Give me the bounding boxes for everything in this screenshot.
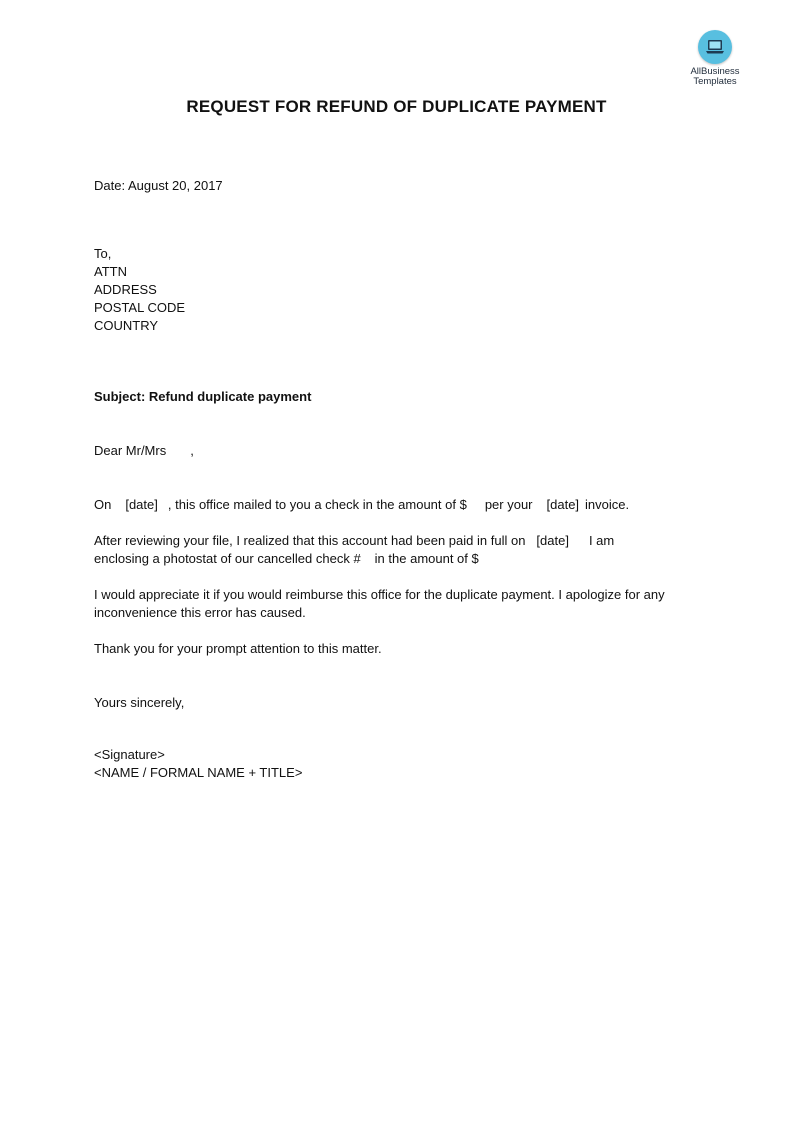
recipient-to: To,	[94, 246, 112, 261]
recipient-country: COUNTRY	[94, 318, 159, 333]
letter-subject: Subject: Refund duplicate payment	[94, 389, 312, 404]
logo	[680, 30, 750, 87]
p2-line1-start: After reviewing your file, I realized that this account had been paid in full on	[94, 533, 526, 548]
paragraph-1	[94, 496, 629, 514]
p1-per-your: per your	[484, 497, 533, 512]
p1-invoice-date-placeholder: [date]	[546, 497, 580, 512]
recipient-postal-code: POSTAL CODE	[94, 300, 186, 315]
signature-placeholder: <Signature>	[94, 747, 165, 762]
paragraph-3-line-2: inconvenience this error has caused.	[94, 605, 306, 620]
p2-line1-end: I am	[588, 533, 615, 548]
paragraph-2-line-1	[94, 532, 614, 550]
p1-mid: , this office mailed to you a check in the amount of $	[167, 497, 467, 512]
salutation-comma: ,	[190, 443, 194, 458]
paragraph-4: Thank you for your prompt attention to this matter.	[94, 641, 382, 656]
p1-on: On	[94, 497, 112, 512]
recipient-address: ADDRESS	[94, 282, 157, 297]
logo-line-2: Templates	[693, 76, 737, 87]
logo-line-1: AllBusiness	[690, 66, 740, 77]
p1-date-placeholder: [date]	[125, 497, 158, 512]
logo-text	[680, 67, 750, 87]
salutation-greeting: Dear Mr/Mrs	[94, 443, 167, 458]
name-placeholder: <NAME / FORMAL NAME + TITLE>	[94, 765, 303, 780]
p2-line2-start: enclosing a photostat of our cancelled check #	[94, 551, 361, 566]
laptop-icon	[698, 30, 732, 64]
paragraph-2-line-2	[94, 550, 479, 568]
closing: Yours sincerely,	[94, 695, 185, 710]
p2-date-placeholder: [date]	[536, 533, 569, 548]
letter-title: REQUEST FOR REFUND OF DUPLICATE PAYMENT	[186, 97, 607, 116]
salutation	[94, 442, 194, 460]
p2-line2-end: in the amount of $	[374, 551, 479, 566]
letter-date: Date: August 20, 2017	[94, 178, 223, 193]
p1-invoice: invoice.	[585, 497, 630, 512]
recipient-attn: ATTN	[94, 264, 127, 279]
paragraph-3-line-1: I would appreciate it if you would reimburse this office for the duplicate payment. I apologize for any	[94, 587, 665, 602]
